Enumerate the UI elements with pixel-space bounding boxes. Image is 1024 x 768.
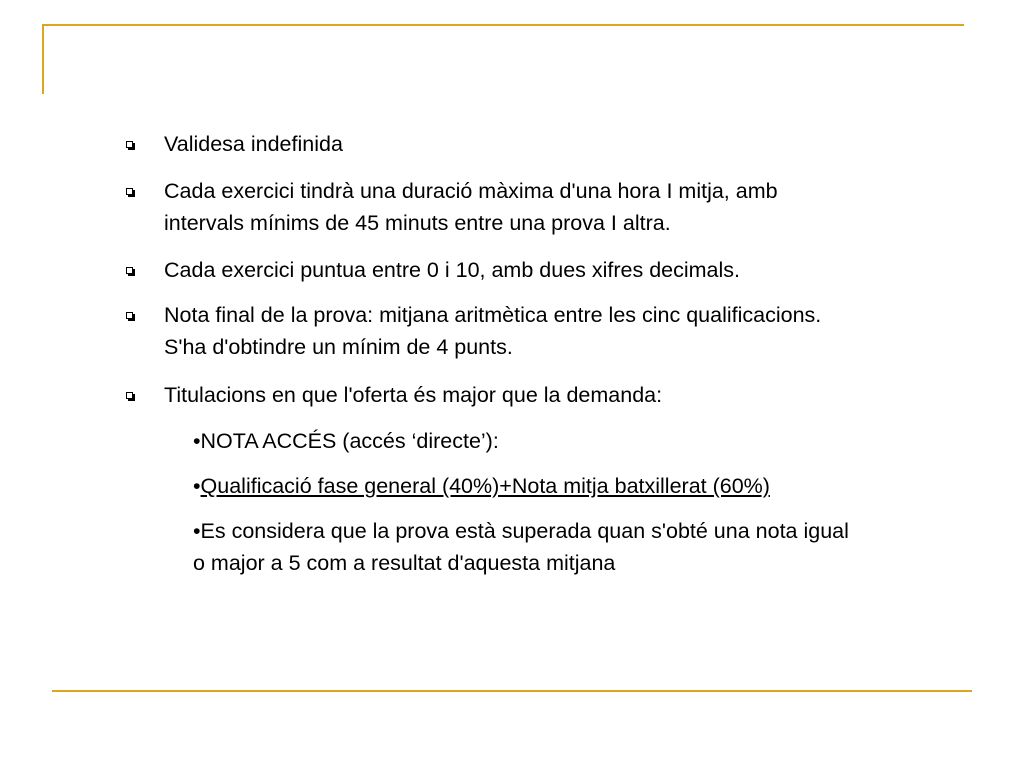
bullet-item-duracio (126, 175, 966, 239)
square-bullet-icon (126, 267, 133, 274)
formula-text: Qualificació fase general (40%)+Nota mitja batxillerat (60%) (200, 474, 770, 498)
bullet-text-line: intervals mínims de 45 minuts entre una prova I altra. (164, 211, 671, 235)
bullet-item-validesa (126, 128, 966, 160)
bullet-text: Titulacions en que l'oferta és major que la demanda: (164, 383, 663, 407)
sub-item-considera (193, 515, 983, 579)
bullet-text-line: Cada exercici tindrà una duració màxima d'una hora I mitja, amb (164, 179, 778, 203)
sub-bullet-prefix: • (193, 474, 201, 498)
square-bullet-icon (126, 312, 133, 319)
bullet-item-titulacions (126, 379, 966, 411)
sub-item-nota-acces: •NOTA ACCÉS (accés ‘directe’): (193, 429, 499, 453)
bullet-item-puntua (126, 254, 966, 286)
bullet-text (164, 175, 964, 239)
bullet-text-line: S'ha d'obtindre un mínim de 4 punts. (164, 335, 513, 359)
square-bullet-icon (126, 188, 133, 195)
square-bullet-icon (126, 392, 133, 399)
bullet-text: Validesa indefinida (164, 132, 343, 156)
bullet-text (164, 299, 964, 363)
sub-item-line: •Es considera que la prova està superada quan s'obté una nota igual (193, 519, 849, 543)
square-bullet-icon (126, 141, 133, 148)
bullet-text-line: Nota final de la prova: mitjana aritmètica entre les cinc qualificacions. (164, 303, 822, 327)
sub-item-line: o major a 5 com a resultat d'aquesta mitjana (193, 551, 616, 575)
bullet-item-nota-final (126, 299, 966, 363)
bullet-text: Cada exercici puntua entre 0 i 10, amb dues xifres decimals. (164, 258, 741, 282)
sub-item-formula (193, 470, 983, 502)
